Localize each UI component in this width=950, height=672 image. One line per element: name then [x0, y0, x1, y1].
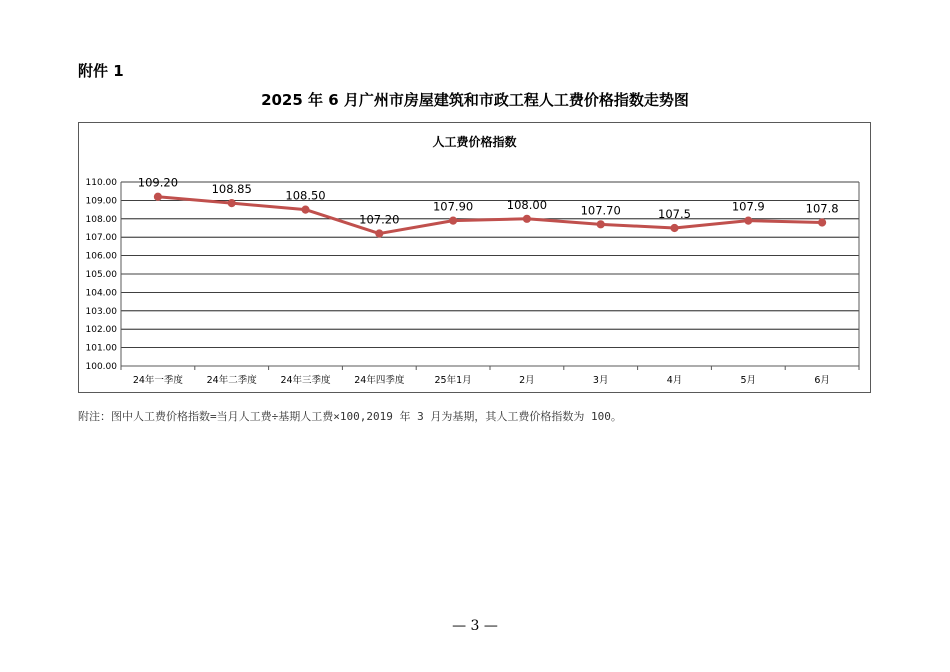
x-tick-label: 24年四季度 — [354, 375, 405, 386]
chart-title: 人工费价格指数 — [432, 135, 517, 149]
data-point — [745, 217, 752, 224]
data-point — [376, 230, 383, 237]
y-tick-label: 110.00 — [85, 178, 117, 188]
x-tick-label: 24年三季度 — [280, 375, 331, 386]
data-point — [228, 200, 235, 207]
document-title: 2025 年 6 月广州市房屋建筑和市政工程人工费价格指数走势图 — [261, 91, 689, 109]
data-label: 109.20 — [137, 175, 179, 190]
x-tick-label: 24年一季度 — [132, 375, 183, 386]
data-point — [154, 193, 161, 200]
x-tick-label: 6月 — [814, 375, 830, 386]
y-tick-label: 108.00 — [85, 214, 117, 225]
y-tick-label: 107.00 — [85, 233, 117, 244]
y-tick-label: 100.00 — [85, 362, 117, 372]
data-label: 108.50 — [285, 188, 326, 203]
data-point — [671, 224, 678, 231]
data-label: 107.5 — [658, 207, 691, 221]
y-tick-label: 106.00 — [85, 251, 117, 262]
data-label: 107.8 — [805, 201, 839, 216]
chart-frame — [78, 122, 871, 393]
x-tick-label: 3月 — [592, 375, 609, 386]
page-number: — 3 — — [452, 618, 498, 634]
y-tick-label: 101.00 — [85, 343, 117, 354]
data-point — [819, 219, 826, 226]
line-chart — [79, 123, 870, 392]
data-point — [597, 221, 604, 228]
data-label: 108.00 — [506, 197, 548, 212]
data-label: 107.70 — [580, 203, 621, 218]
y-tick-label: 105.00 — [85, 270, 117, 280]
data-label: 107.20 — [359, 212, 400, 227]
footnote: 附注：图中人工费价格指数=当月人工费÷基期人工费×100,2019 年 3 月为基期，其人工费价格指数为 100。 — [78, 410, 622, 423]
y-tick-label: 102.00 — [85, 325, 117, 336]
x-tick-label: 2月 — [519, 375, 535, 386]
y-tick-label: 104.00 — [85, 288, 117, 299]
x-tick-label: 25年1月 — [434, 375, 472, 386]
data-label: 107.90 — [432, 199, 474, 214]
y-tick-label: 103.00 — [85, 306, 117, 317]
x-tick-label: 24年二季度 — [206, 375, 257, 386]
y-tick-label: 109.00 — [85, 196, 117, 207]
data-label: 107.9 — [731, 199, 765, 214]
attachment-label: 附件 1 — [78, 62, 124, 80]
series-line — [158, 197, 822, 234]
x-tick-label: 5月 — [740, 375, 757, 386]
data-point — [523, 215, 530, 222]
data-point — [302, 206, 309, 213]
x-tick-label: 4月 — [666, 375, 683, 386]
data-label: 108.85 — [211, 182, 252, 197]
data-point — [450, 217, 457, 224]
